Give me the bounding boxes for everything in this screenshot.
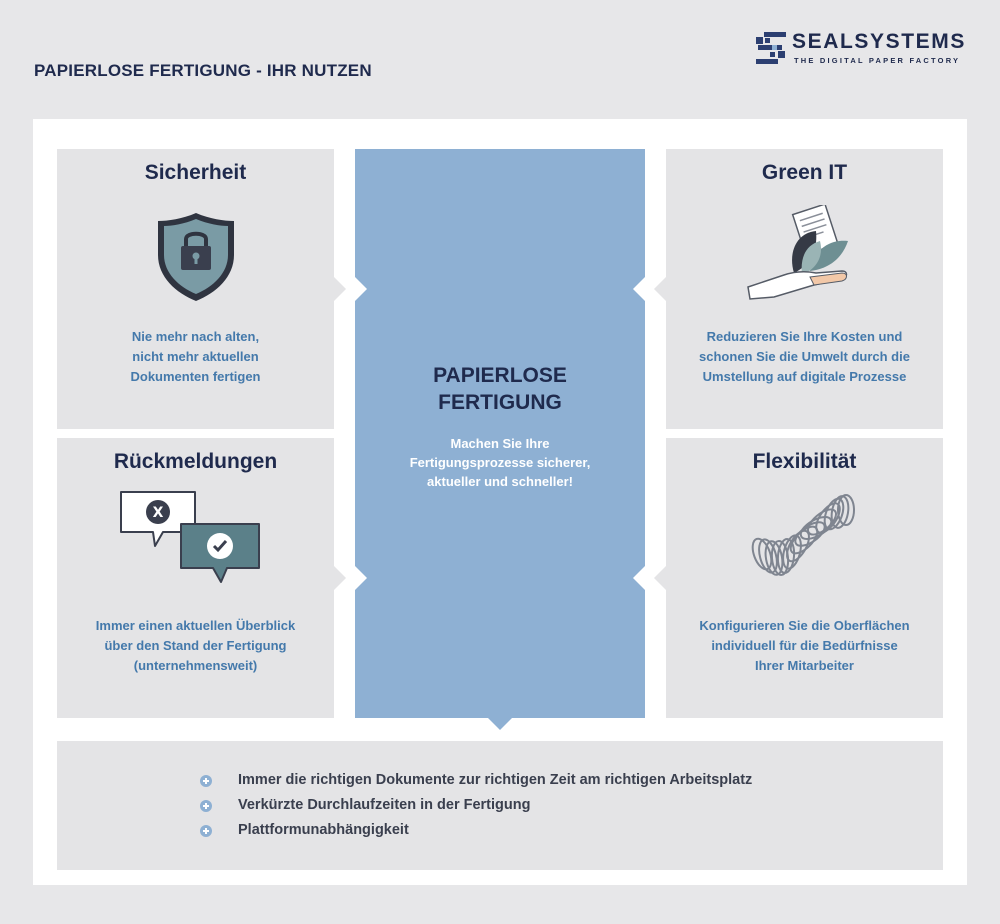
svg-text:X: X: [152, 505, 164, 521]
sealsystems-logo: [756, 32, 970, 66]
panel-rueckmeldungen: [57, 438, 334, 718]
panel-text: Immer einen aktuellen Überblick über den Stand der Fertigung (unternehmensweit): [95, 618, 296, 673]
pixel-s-logo-icon: [756, 32, 786, 64]
plus-circle-icon: [200, 825, 212, 837]
panel-flexibilitaet: [666, 438, 943, 718]
panel-sicherheit: [57, 149, 334, 429]
notch-right-bottom-white: [633, 566, 645, 590]
shield-lock-icon: [154, 211, 238, 303]
hand-leaves-paper-icon: [744, 205, 874, 305]
notch-right-top-white: [633, 277, 645, 301]
panel-text: Reduzieren Sie Ihre Kosten und schonen Sie die Umwelt durch die Umstellung auf digitale Prozesse: [699, 329, 910, 384]
notch-left-bottom-white: [355, 566, 367, 590]
notch-bottom-center: [488, 718, 512, 730]
logo-tagline: THE DIGITAL PAPER FACTORY: [794, 56, 961, 65]
panel-title: Rückmeldungen: [113, 450, 278, 473]
panel-green-it: [666, 149, 943, 429]
plus-circle-icon: [200, 800, 212, 812]
notch-right-bottom: [654, 566, 666, 590]
plus-circle-icon: [200, 775, 212, 787]
panel-text: Nie mehr nach alten, nicht mehr aktuellen Dokumenten fertigen: [130, 329, 261, 384]
panel-title: Sicherheit: [144, 161, 247, 184]
notch-right-top: [654, 277, 666, 301]
center-title: PAPIERLOSE FERTIGUNG: [433, 364, 567, 414]
spring-coil-icon: [746, 488, 866, 592]
center-panel: [355, 149, 645, 718]
logo-name: SEALSYSTEMS: [792, 30, 966, 53]
notch-left-top-white: [355, 277, 367, 301]
benefits-panel: Immer die richtigen Dokumente zur richtigen Zeit am richtigen Arbeitsplatz Verkürzte Durchlaufzeiten in der Fertigung Plattformunabhängigkeit: [57, 741, 943, 870]
panel-title: Green IT: [761, 161, 848, 184]
notch-left-bottom: [334, 566, 346, 590]
center-text: Machen Sie Ihre Fertigungsprozesse sicherer, aktueller und schneller!: [409, 436, 591, 489]
chat-bubbles-check-icon: [117, 488, 267, 586]
panel-text: Konfigurieren Sie die Oberflächen individuell für die Bedürfnisse Ihrer Mitarbeiter: [699, 618, 910, 673]
page-title: PAPIERLOSE FERTIGUNG - IHR NUTZEN: [34, 61, 372, 80]
notch-left-top: [334, 277, 346, 301]
panel-title: Flexibilität: [752, 450, 857, 473]
